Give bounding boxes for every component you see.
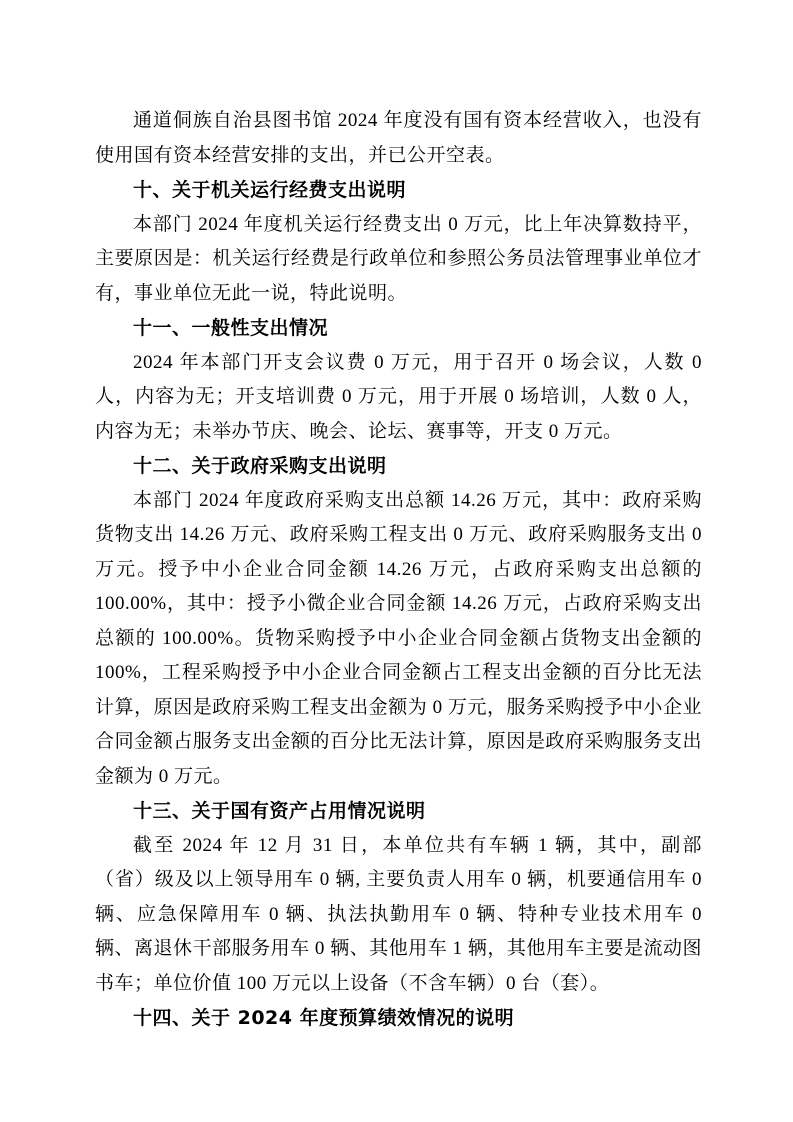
section-heading: 十四、关于 2024 年度预算绩效情况的说明	[133, 1007, 515, 1029]
section-heading: 十三、关于国有资产占用情况说明	[133, 800, 426, 822]
body-paragraph: 截至 2024 年 12 月 31 日，本单位共有车辆 1 辆，其中，副部（省）级及以上领导用车 0 辆, 主要负责人用车 0 辆，机要通信用车 0 辆、应急保障用车 0 辆、执法执勤用车 0 辆、特种专业技术用车 0 辆、离退休干部服务用车 0 辆、其他用车 1 辆，其他用车主要是流动图书车；单位价值 100 万元以上设备（不含车辆）0 台（套）。	[95, 834, 702, 994]
section-heading: 十一、一般性支出情况	[133, 317, 329, 339]
body-paragraph: 通道侗族自治县图书馆 2024 年度没有国有资本经营收入，也没有使用国有资本经营安排的支出，并已公开空表。	[95, 110, 702, 166]
body-paragraph: 本部门 2024 年度机关运行经费支出 0 万元，比上年决算数持平，主要原因是：机关运行经费是行政单位和参照公务员法管理事业单位才有，事业单位无此一说，特此说明。	[95, 213, 702, 304]
body-paragraph: 本部门 2024 年度政府采购支出总额 14.26 万元，其中：政府采购货物支出 14.26 万元、政府采购工程支出 0 万元、政府采购服务支出 0 万元。授予中小企业合同金额 14.26 万元，占政府采购支出总额的 100.00%，其中：授予小微企业合同金额 14.26 万元，占政府采购支出总额的 100.00%。货物采购授予中小企业合同金额占货物支出金额的 100%，工程采购授予中小企业合同金额占工程支出金额的百分比无法计算，原因是政府采购工程支出金额为 0 万元，服务采购授予中小企业合同金额占服务支出金额的百分比无法计算，原因是政府采购服务支出金额为 0 万元。	[95, 489, 702, 787]
section-heading: 十、关于机关运行经费支出说明	[133, 179, 407, 201]
body-paragraph: 2024 年本部门开支会议费 0 万元，用于召开 0 场会议，人数 0 人，内容为无；开支培训费 0 万元，用于开展 0 场培训，人数 0 人，内容为无；未举办节庆、晚会、论坛、赛事等，开支 0 万元。	[95, 351, 702, 442]
document-content	[95, 104, 702, 1036]
section-heading: 十二、关于政府采购支出说明	[133, 455, 387, 477]
